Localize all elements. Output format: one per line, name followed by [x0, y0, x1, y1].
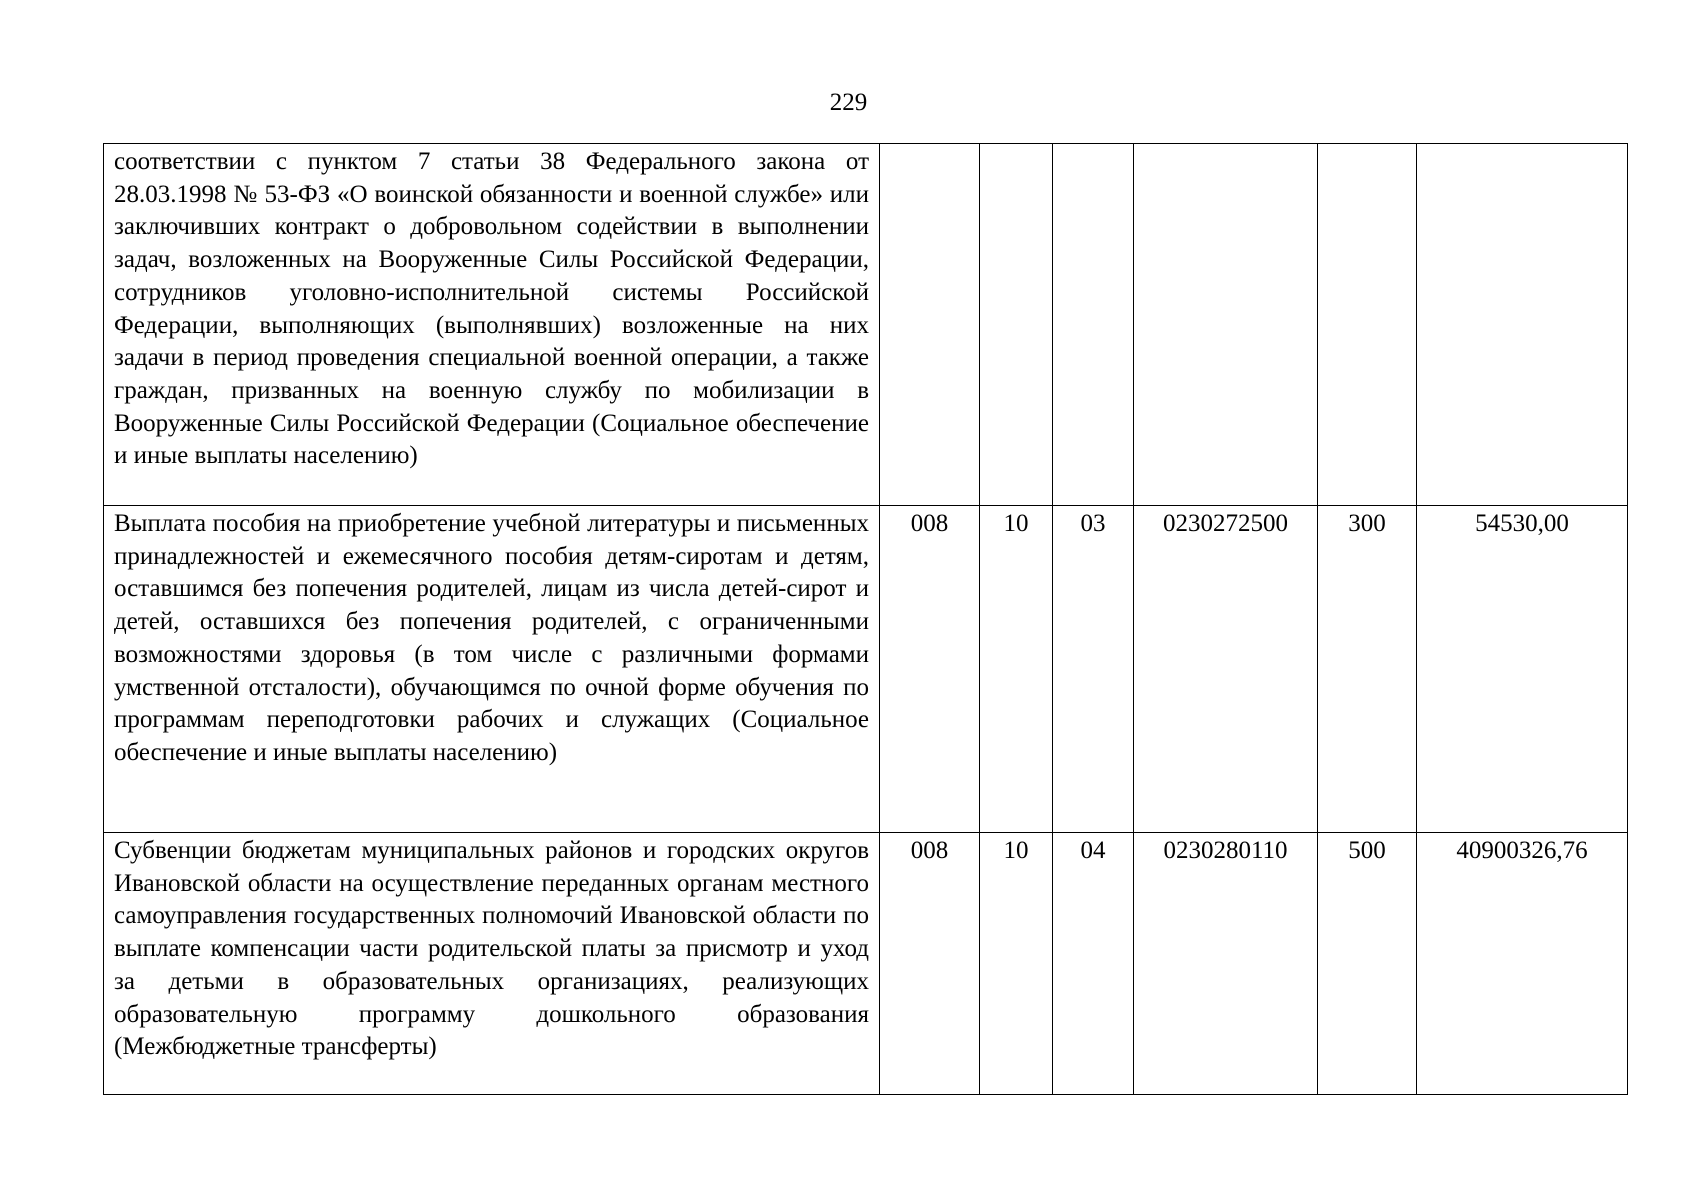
target-article-cell — [1134, 144, 1318, 506]
table-row — [104, 833, 1628, 1095]
expense-type-cell: 500 — [1318, 833, 1417, 1095]
expense-type-cell — [1318, 144, 1417, 506]
table-row — [104, 144, 1628, 506]
budget-table — [103, 143, 1628, 1095]
page-number: 229 — [829, 89, 868, 116]
amount-cell — [1417, 144, 1628, 506]
subsection-code-cell: 04 — [1053, 833, 1134, 1095]
ministry-code-cell: 008 — [880, 833, 980, 1095]
description-cell: Выплата пособия на приобретение учебной литературы и письменных принадлежностей и ежемесячного пособия детям-сиротам и детям, оставшимся без попечения родителей, лицам из числа детей-сирот и детей, оставшихся без попечения родителей, с ограниченными возможностями здоровья (в том числе с различными формами умственной отсталости), обучающимся по очной форме обучения по программам переподготовки рабочих и служащих (Социальное обеспечение и иные выплаты населению) — [104, 506, 880, 833]
ministry-code-cell: 008 — [880, 506, 980, 833]
amount-cell: 40900326,76 — [1417, 833, 1628, 1095]
subsection-code-cell — [1053, 144, 1134, 506]
subsection-code-cell: 03 — [1053, 506, 1134, 833]
amount-cell: 54530,00 — [1417, 506, 1628, 833]
expense-type-cell: 300 — [1318, 506, 1417, 833]
section-code-cell — [980, 144, 1053, 506]
target-article-cell: 0230280110 — [1134, 833, 1318, 1095]
ministry-code-cell — [880, 144, 980, 506]
section-code-cell: 10 — [980, 506, 1053, 833]
description-cell: Субвенции бюджетам муниципальных районов и городских округов Ивановской области на осуществление переданных органам местного самоуправления государственных полномочий Ивановской области по выплате компенсации части родительской платы за присмотр и уход за детьми в образовательных организациях, реализующих образовательную программу дошкольного образования (Межбюджетные трансферты) — [104, 833, 880, 1095]
section-code-cell: 10 — [980, 833, 1053, 1095]
description-cell: соответствии с пунктом 7 статьи 38 Федерального закона от 28.03.1998 № 53-ФЗ «О воинской обязанности и военной службе» или заключивших контракт о добровольном содействии в выполнении задач, возложенных на Вооруженные Силы Российской Федерации, сотрудников уголовно-исполнительной системы Российской Федерации, выполняющих (выполнявших) возложенные на них задачи в период проведения специальной военной операции, а также граждан, призванных на военную службу по мобилизации в Вооруженные Силы Российской Федерации (Социальное обеспечение и иные выплаты населению) — [104, 144, 880, 506]
table-row — [104, 506, 1628, 833]
target-article-cell: 0230272500 — [1134, 506, 1318, 833]
